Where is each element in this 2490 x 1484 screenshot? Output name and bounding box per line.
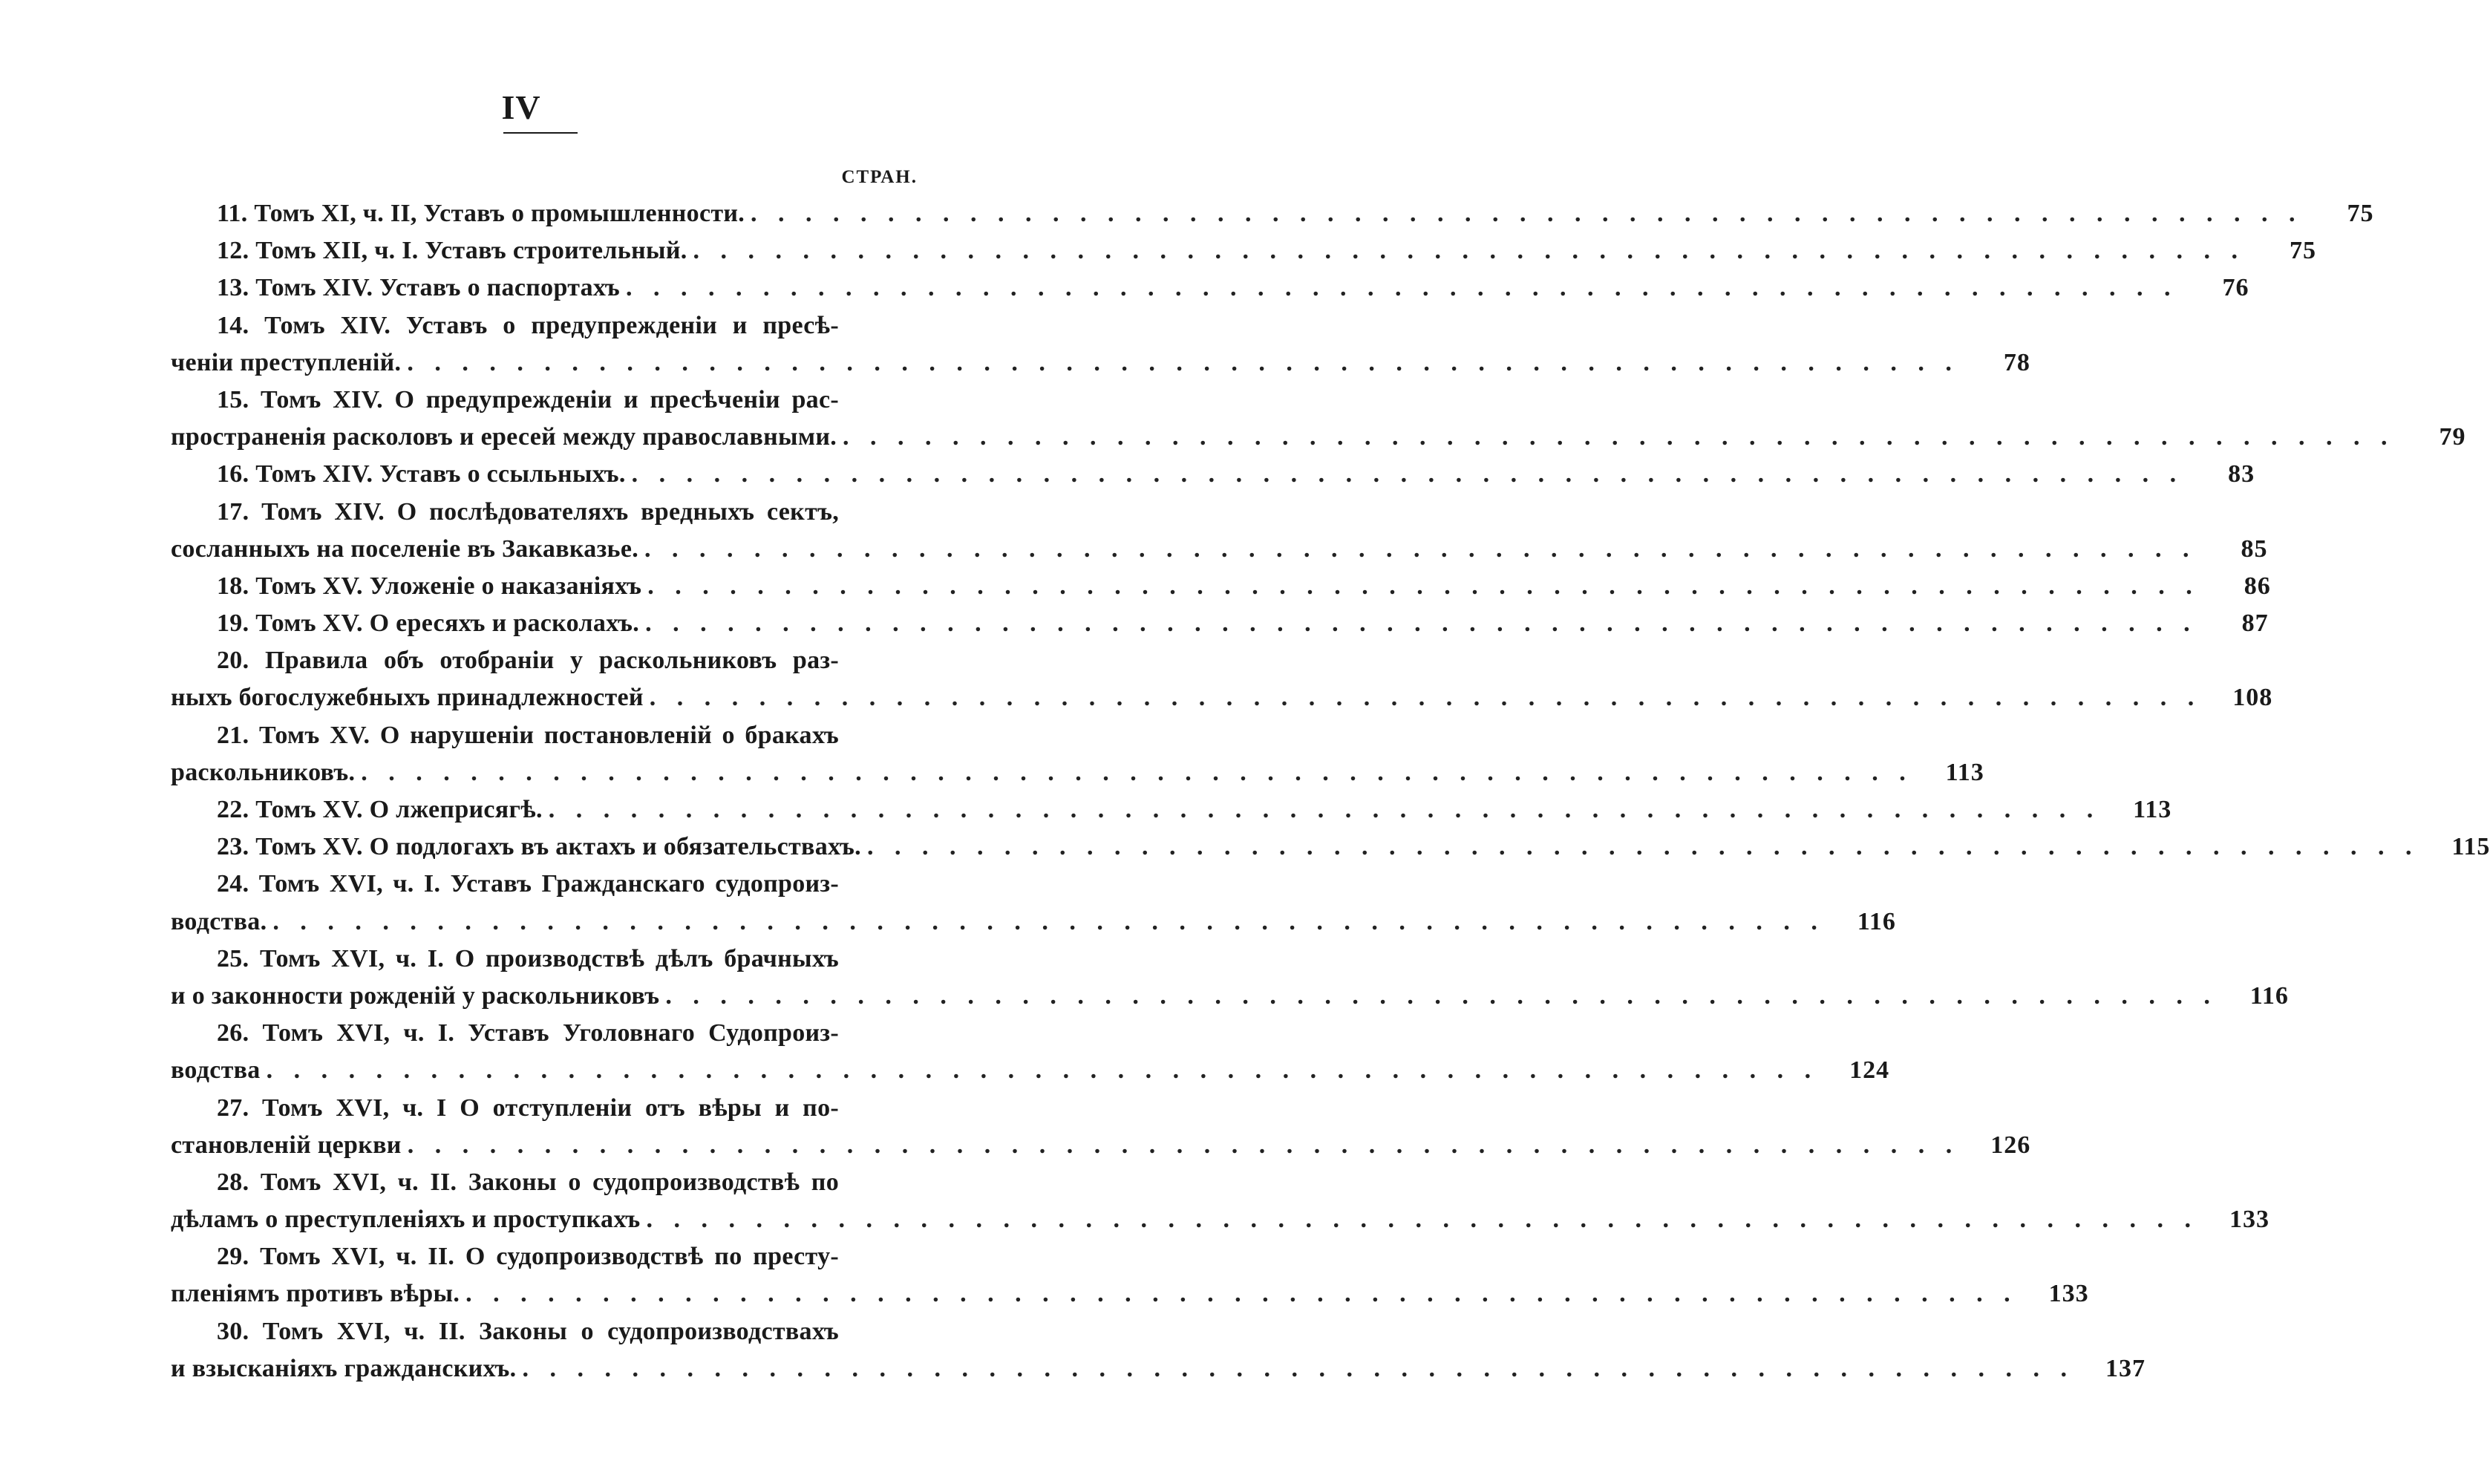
toc-entry-text: 21. Томъ XV. О нарушеніи постановленій о бракахъ [217, 721, 839, 749]
toc-entry-text: пленіямъ противъ вѣры. [171, 1280, 460, 1308]
toc-entry-text: и взысканіяхъ гражданскихъ. [171, 1354, 517, 1382]
toc-entry-line [171, 344, 2030, 382]
toc-dot-leader [641, 568, 2200, 605]
toc-page-number: 113 [2133, 796, 2172, 823]
toc-page-number: 78 [2003, 348, 2030, 376]
toc-page-number: 87 [2241, 609, 2269, 638]
toc-dot-leader [516, 1350, 2074, 1387]
toc-entry-line [171, 1015, 922, 1052]
toc-entry-text: 23. Томъ XV. О подлогахъ въ актахъ и обязательствахъ. [217, 833, 861, 861]
toc-page-number: 75 [2347, 200, 2374, 227]
toc-entry-line [171, 232, 2317, 269]
toc-entry-line [171, 903, 1896, 941]
toc-entry-line [171, 419, 2466, 456]
toc-entry-line [171, 828, 2490, 866]
toc-entry-line [171, 531, 2268, 568]
toc-dot-leader [626, 456, 2184, 493]
toc-entry-line [171, 307, 922, 344]
toc-entry-text: 24. Томъ XVI, ч. I. Уставъ Гражданскаго судопроиз- [217, 870, 839, 898]
toc-page-number: 116 [2249, 981, 2289, 1010]
toc-entry-text: 20. Правила объ отобраніи у раскольниковъ раз- [217, 647, 839, 675]
toc-page-number: 126 [1990, 1131, 2031, 1159]
toc-page-number: 79 [2439, 423, 2466, 451]
toc-dot-leader [644, 679, 2202, 716]
toc-entry-text: ныхъ богослужебныхъ принадлежностей [171, 684, 644, 712]
toc-entry-line [171, 941, 922, 978]
toc-entry-text: водства. [171, 907, 267, 935]
toc-entry-text: 14. Томъ XIV. Уставъ о предупрежденіи и пресѣ- [217, 311, 839, 339]
toc-dot-leader [745, 195, 2303, 232]
toc-entry-line [171, 269, 2249, 307]
toc-entry-text: ченіи преступленій. [171, 348, 402, 376]
toc-entry-text: 16. Томъ XIV. Уставъ о ссыльныхъ. [217, 460, 626, 488]
toc-dot-leader [620, 269, 2178, 307]
toc-page-number: 116 [1857, 907, 1896, 935]
toc-entry-line [171, 1275, 2089, 1313]
toc-entry-text: 27. Томъ XVI, ч. I О отступленіи отъ вѣры и по- [217, 1094, 839, 1122]
toc-entry-line [171, 195, 2374, 232]
toc-dot-leader [402, 1127, 1960, 1164]
toc-entry-line [171, 568, 2271, 605]
toc-entry-line [171, 754, 1984, 791]
toc-entry-text: 26. Томъ XVI, ч. I. Уставъ Уголовнаго Судопроиз- [217, 1019, 839, 1047]
toc-entry-text: 17. Томъ XIV. О послѣдователяхъ вредныхъ сектъ, [217, 497, 839, 526]
toc-page-number: 86 [2244, 572, 2271, 600]
toc-entry-line [171, 866, 922, 903]
toc-dot-leader [267, 903, 1825, 941]
toc-entry-line [171, 1350, 2146, 1387]
toc-page-number: 115 [2451, 833, 2490, 861]
toc-page-number: 124 [1849, 1056, 1890, 1085]
toc-page-number: 75 [2290, 237, 2317, 265]
toc-entry-text: 30. Томъ XVI, ч. II. Законы о судопроизводствахъ [217, 1317, 839, 1345]
toc-entry-text: дѣламъ о преступленіяхъ и проступкахъ [171, 1206, 641, 1234]
toc-entry-line [171, 642, 922, 679]
toc-entry-text: 11. Томъ XI, ч. II, Уставъ о промышленности. [217, 200, 745, 227]
toc-page-number: 113 [1945, 758, 1984, 786]
toc-entry-line [171, 1090, 922, 1127]
toc-page-number: 133 [2048, 1280, 2089, 1308]
toc-entry-line [171, 1201, 2270, 1238]
toc-entry-text: 12. Томъ XII, ч. I. Уставъ строительный. [217, 237, 687, 265]
toc-entry-line [171, 382, 922, 419]
toc-entry-line [171, 1238, 922, 1275]
toc-entry-text: 25. Томъ XVI, ч. I. О производствѣ дѣлъ брачныхъ [217, 944, 839, 973]
toc-entry-text: 19. Томъ XV. О ересяхъ и расколахъ. [217, 609, 640, 638]
toc-entry-text: 13. Томъ XIV. Уставъ о паспортахъ [217, 274, 621, 302]
toc-page-number: 133 [2229, 1206, 2270, 1234]
toc-entry-line [171, 494, 922, 531]
toc-dot-leader [543, 791, 2101, 828]
toc-entry-text: пространенія расколовъ и ересей между православными. [171, 423, 837, 451]
toc-entry-line [171, 456, 2255, 493]
toc-entry-line [171, 605, 2269, 642]
toc-page-number: 83 [2228, 460, 2255, 488]
page-number: IV [501, 88, 541, 126]
toc-entry-text: 18. Томъ XV. Уложеніе о наказаніяхъ [217, 572, 642, 600]
toc-dot-leader [861, 828, 2419, 866]
toc-entry-line [171, 1052, 1890, 1089]
toc-page-number: 76 [2222, 274, 2249, 302]
toc-page-number: 85 [2241, 535, 2268, 563]
toc-dot-leader [639, 605, 2197, 642]
toc-dot-leader [640, 1201, 2198, 1238]
toc-entry-text: раскольниковъ. [171, 758, 356, 786]
toc-entry-text: становленій церкви [171, 1131, 402, 1159]
toc-page-number: 108 [2232, 684, 2273, 712]
toc-entry-text: 28. Томъ XVI, ч. II. Законы о судопроизводствѣ по [217, 1168, 839, 1196]
toc-entry-line [171, 717, 922, 754]
toc-entry-text: 15. Томъ XIV. О предупрежденіи и пресѣченіи рас- [217, 385, 839, 414]
toc-entry-text: и о законности рожденій у раскольниковъ [171, 981, 660, 1010]
toc-dot-leader [638, 531, 2197, 568]
toc-entry-text: сосланныхъ на поселеніе въ Закавказье. [171, 535, 639, 563]
page-number-rule [503, 132, 578, 134]
table-of-contents [171, 195, 2490, 1387]
toc-dot-leader [401, 344, 1959, 382]
toc-dot-leader [460, 1275, 2018, 1313]
toc-dot-leader [659, 978, 2218, 1015]
toc-entry-line [171, 978, 2289, 1015]
toc-entry-text: водства [171, 1056, 261, 1085]
toc-page-number: 137 [2105, 1354, 2146, 1382]
toc-dot-leader [355, 754, 1913, 791]
toc-dot-leader [261, 1052, 1819, 1089]
toc-entry-line [171, 679, 2273, 716]
toc-entry-text: 22. Томъ XV. О лжеприсягѣ. [217, 796, 543, 823]
toc-entry-line [171, 1313, 922, 1350]
toc-dot-leader [687, 232, 2246, 269]
toc-entry-text: 29. Томъ XVI, ч. II. О судопроизводствѣ по престу- [217, 1243, 839, 1271]
toc-entry-line [171, 1127, 2031, 1164]
toc-entry-line [171, 1164, 922, 1201]
page-column-header: СТРАН. [841, 167, 918, 187]
toc-dot-leader [837, 419, 2395, 456]
toc-entry-line [171, 791, 2172, 828]
